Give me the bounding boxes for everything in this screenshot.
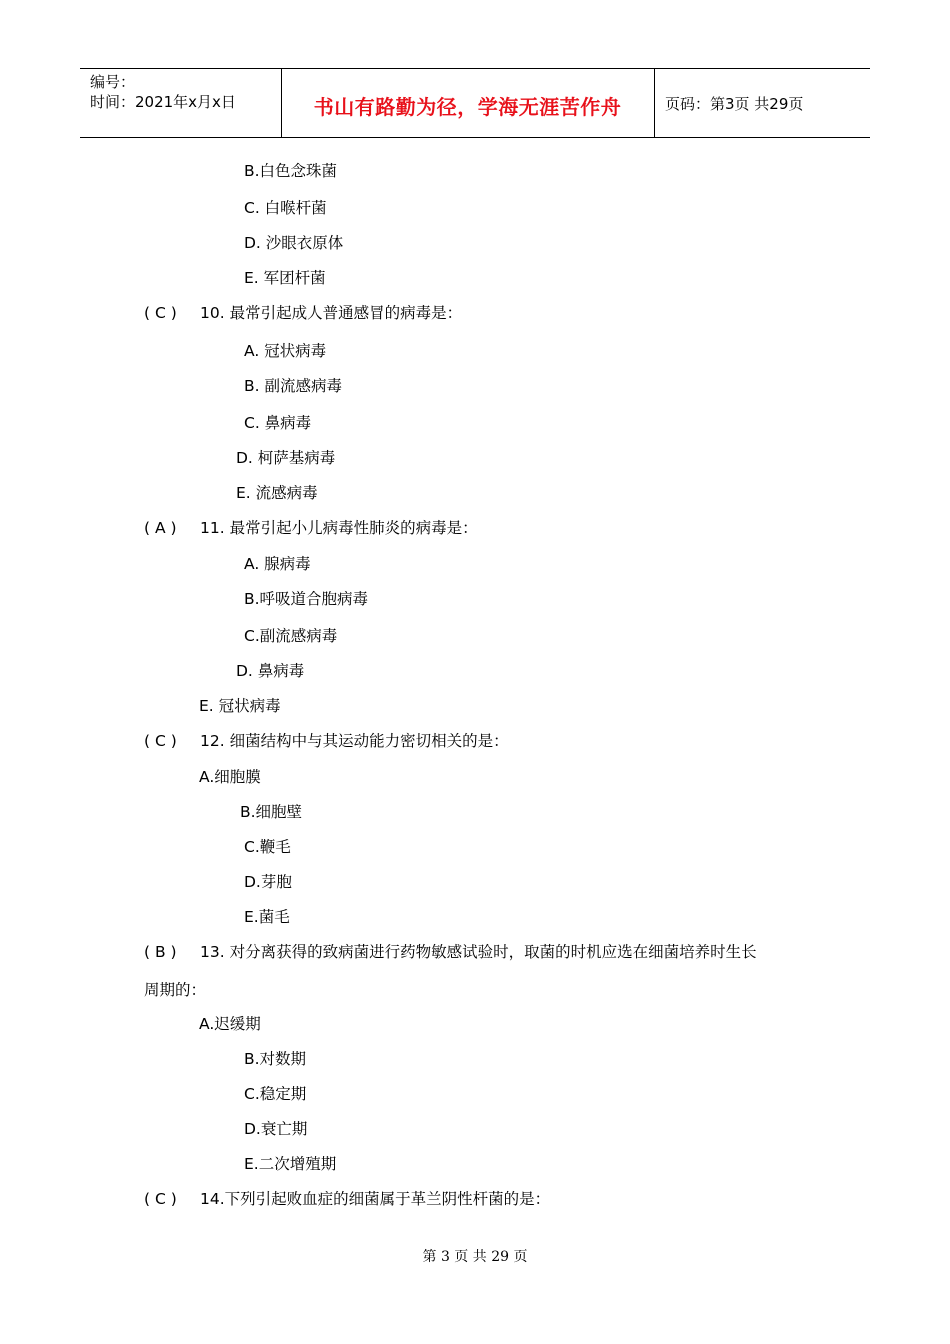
question-continuation: 周期的： (144, 981, 207, 999)
question-line: ( B ) 13. 对分离获得的致病菌进行药物敏感试验时，取菌的时机应选在细菌培养时生长 (144, 943, 757, 961)
header-right-cell (655, 69, 870, 137)
option-line: B.对数期 (244, 1050, 307, 1068)
option-line: B.白色念珠菌 (244, 162, 338, 180)
option-line: E. 军团杆菌 (244, 269, 326, 287)
option-line: E. 冠状病毒 (199, 697, 281, 715)
answer-marker: ( C ) (144, 1190, 177, 1208)
number-label: 编号： (90, 73, 136, 91)
answer-marker: ( B ) (144, 943, 177, 961)
question-line: ( C ) 12. 细菌结构中与其运动能力密切相关的是： (144, 732, 509, 750)
option-line: C. 白喉杆菌 (244, 199, 327, 217)
header-table (80, 68, 870, 138)
time-label: 时间：2021年x月x日 (90, 93, 236, 111)
option-line: D. 沙眼衣原体 (244, 234, 344, 252)
option-line: B.细胞壁 (240, 803, 303, 821)
option-line: D. 柯萨基病毒 (236, 449, 336, 467)
option-line: E. 流感病毒 (236, 484, 318, 502)
page-footer: 第 3 页 共 29 页 (422, 1249, 528, 1265)
answer-marker: ( C ) (144, 304, 177, 322)
option-line: C.鞭毛 (244, 838, 291, 856)
motto: 书山有路勤为径，学海无涯苦作舟 (313, 95, 622, 119)
option-line: A. 腺病毒 (244, 555, 311, 573)
option-line: E.菌毛 (244, 908, 290, 926)
question-line: ( C ) 14.下列引起败血症的细菌属于革兰阴性杆菌的是： (144, 1190, 551, 1208)
option-line: A. 冠状病毒 (244, 342, 327, 360)
option-line: D. 鼻病毒 (236, 662, 305, 680)
answer-marker: ( A ) (144, 519, 177, 537)
option-line: E.二次增殖期 (244, 1155, 337, 1173)
option-line: C.稳定期 (244, 1085, 307, 1103)
option-line: A.迟缓期 (199, 1015, 261, 1033)
question-line: ( C ) 10. 最常引起成人普通感冒的病毒是： (144, 304, 463, 322)
header-left-cell (80, 69, 282, 137)
option-line: B. 副流感病毒 (244, 377, 342, 395)
option-line: A.细胞膜 (199, 768, 261, 786)
page-info: 页码：第3页 共29页 (665, 95, 804, 113)
option-line: C. 鼻病毒 (244, 414, 312, 432)
header-middle-cell (281, 69, 655, 137)
answer-marker: ( C ) (144, 732, 177, 750)
option-line: D.衰亡期 (244, 1120, 308, 1138)
option-line: C.副流感病毒 (244, 627, 338, 645)
option-line: D.芽胞 (244, 873, 292, 891)
question-line: ( A ) 11. 最常引起小儿病毒性肺炎的病毒是： (144, 519, 478, 537)
option-line: B.呼吸道合胞病毒 (244, 590, 369, 608)
